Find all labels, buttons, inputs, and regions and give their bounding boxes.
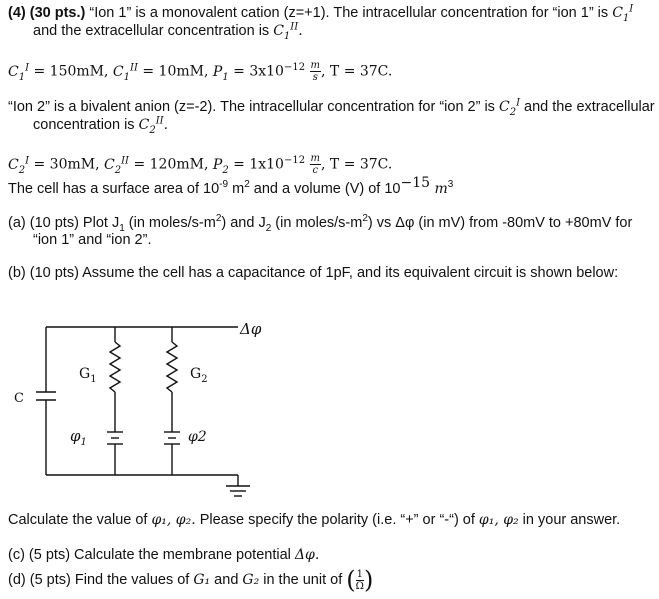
c1ii-value: = 10mM, (142, 63, 209, 80)
g1-label: $G_1$ (79, 366, 97, 385)
ion2-description-line2: concentration is $C_2^{II}$. (33, 115, 169, 136)
ohm-inverse-unit: $\frac{1}{\Omega}$ (355, 568, 364, 592)
ion2-equation: $C_2^I = 30mM$, $C_2^{II} = 120mM$, $P_2 = 1x10^{-12}$ $\frac{m}{c}$ , T = 37C. (8, 153, 393, 176)
c1i-value: = 150mM, (33, 63, 109, 80)
p1-value: = 3x10 (233, 63, 284, 80)
p2-label: P (212, 156, 223, 173)
resistor-g1 (110, 342, 120, 392)
p2-value: = 1x10 (233, 156, 284, 173)
ion1-extracellular-text: and the extracellular concentration is (33, 23, 270, 39)
p2-sub: 2 (222, 164, 229, 176)
part-d-text: (d) (5 pts) Find the values of G₁ and G₂ in the unit of ( $\frac{1}{\Omega}$ ) (8, 566, 374, 594)
p2-unit: $\frac{m}{c}$ (310, 153, 320, 176)
c2i-value: = 30mM, (33, 156, 100, 173)
p1-exp: −12 (283, 61, 306, 73)
c1ii-symbol: $C_1^{II}$. (273, 21, 303, 42)
phi2-label: φ2 (188, 429, 207, 445)
ion2-extracellular-text: concentration is (33, 117, 135, 133)
part-a-line2: “ion 1” and “ion 2”. (33, 232, 152, 248)
ion1-equation: $C_1^I = 150mM$, $C_1^{II} = 10mM$, $P_1 = 3x10^{-12}$ $\frac{m}{s}$ , T = 37C. (8, 60, 393, 83)
resistor-g2 (167, 342, 177, 392)
c1i-symbol: $C_1^I$ (612, 3, 634, 24)
p2-exp: −12 (283, 154, 306, 166)
phi1-label: $\varphi_1$ (70, 427, 87, 448)
equivalent-circuit-diagram (0, 310, 330, 510)
ion1-description-line2 (33, 22, 303, 40)
ion2-description-line1: “Ion 2” is a bivalent anion (z=-2). The intracellular concentration for “ion 2” is $C_2^I$ and the extracellular (8, 97, 655, 118)
ion2-description-tail: and the extracellular (524, 99, 655, 115)
part-c-text: (c) (5 pts) Calculate the membrane potential Δφ. (8, 547, 320, 563)
p1-sub: 1 (222, 71, 229, 83)
ion1-temperature: , T = 37C. (321, 63, 393, 80)
c2ii-value: = 120mM, (133, 156, 209, 173)
question-points: (30 pts.) (29, 5, 86, 21)
cell-geometry: The cell has a surface area of $10^{-9}$ $m^2$ and a volume (V) of $10^{-15}$ $m^3$ (8, 175, 454, 197)
calc-instruction: Calculate the value of φ₁, φ₂. Please specify the polarity (i.e. “+” or “-“) of φ₁, φ₂ in your answer. (8, 512, 621, 528)
question-header-line (8, 4, 633, 22)
p1-unit: $\frac{m}{s}$ (310, 60, 320, 83)
capacitor-label: C (14, 391, 24, 406)
ion1-description: “Ion 1” is a monovalent cation (z=+1). The intracellular concentration for “ion 1” is (89, 5, 609, 21)
p1-label: P (212, 63, 223, 80)
ion2-temperature: , T = 37C. (321, 156, 393, 173)
part-a-line1: (a) (10 pts) Plot $J_1$ (in moles/$s-m^2$) and $J_2$ (in moles/$s-m^2$) vs Δφ (in mV) from -80mV to +80mV for (8, 213, 633, 234)
delta-phi-label: Δφ (240, 320, 262, 338)
g2-label: $G_2$ (190, 366, 208, 385)
part-b-text: (b) (10 pts) Assume the cell has a capacitance of 1pF, and its equivalent circuit is shown below: (8, 265, 619, 281)
ion2-description: “Ion 2” is a bivalent anion (z=-2). The intracellular concentration for “ion 2” is (8, 99, 495, 115)
question-number: (4) (8, 5, 26, 21)
